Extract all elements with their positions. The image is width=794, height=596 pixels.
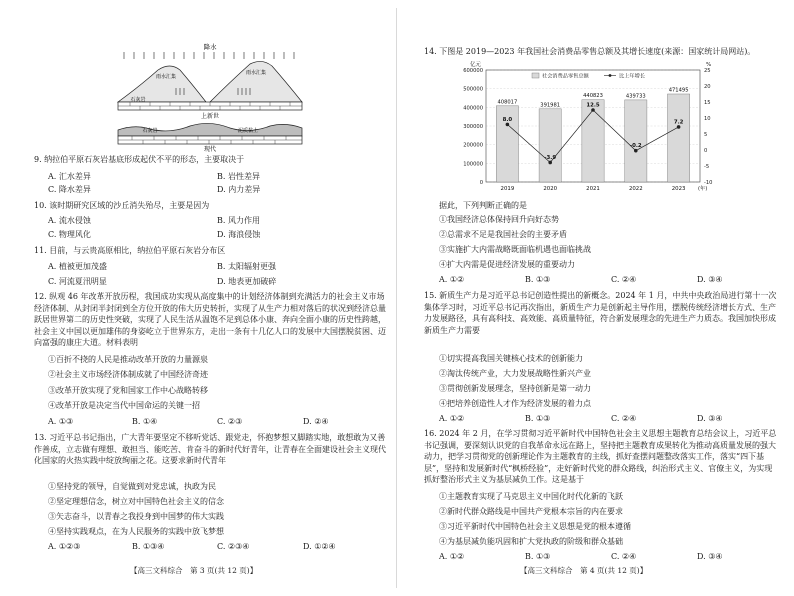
q12-option-a[interactable]: A. ①③ xyxy=(48,417,74,426)
x-tick-label: 2020 xyxy=(543,186,558,192)
q11-option-d[interactable]: D. 地表更加破碎 xyxy=(217,277,277,286)
q11-stem: 11. 目前，与云贵高原相比，纳拉伯平原石灰岩分布区 xyxy=(34,246,226,255)
q15-item-1: ①切实提高我国关键核心技术的创新能力 xyxy=(439,354,583,363)
q16-item-1: ①主题教育实现了马克思主义中国化时代化新的飞跃 xyxy=(439,492,623,501)
limestone-bottom-label: 石灰岩 xyxy=(142,128,158,134)
q14-option-b[interactable]: B. ①③ xyxy=(525,275,551,284)
q11-option-a[interactable]: A. 植被更加茂盛 xyxy=(48,262,107,271)
right-tick-label: 0 xyxy=(704,148,708,154)
q13-option-b[interactable]: B. ①③④ xyxy=(132,542,165,551)
bar-value-label: 408017 xyxy=(497,99,518,106)
q15-option-a[interactable]: A. ①② xyxy=(439,414,465,423)
q14-option-d[interactable]: D. ③④ xyxy=(697,275,723,284)
right-tick-label: 5 xyxy=(704,132,708,138)
q14-item-3: ③实施扩大内需战略既面临机遇也面临挑战 xyxy=(439,245,591,254)
bar-2022 xyxy=(625,100,647,182)
right-tick-label: -10 xyxy=(704,180,713,186)
q15-option-b[interactable]: B. ①③ xyxy=(525,414,551,423)
left-tick-label: 300000 xyxy=(463,124,483,130)
x-tick-label: 2021 xyxy=(586,186,600,192)
q12-option-d[interactable]: D. ②④ xyxy=(303,417,329,426)
left-tick-label: 400000 xyxy=(463,105,483,112)
q16-item-3: ③习近平新时代中国特色社会主义思想是党的根本遵循 xyxy=(439,522,631,531)
q15-option-c[interactable]: C. ②④ xyxy=(611,414,637,423)
bar-2021 xyxy=(582,100,604,182)
bar-2023 xyxy=(667,94,689,182)
diagram-flat-label: 上新世 xyxy=(200,113,220,120)
q9-option-a[interactable]: A. 汇水差异 xyxy=(48,172,91,181)
left-tick-label: 500000 xyxy=(463,86,483,93)
growth-point-2019 xyxy=(506,123,510,127)
q13-item-1: ①坚持党的领导，自觉做到对党忠诚，执政为民 xyxy=(48,482,216,491)
karst-diagram xyxy=(110,40,310,152)
bar-value-label: 440823 xyxy=(583,93,603,100)
q14-stem: 14. 下图是 2019—2023 年我国社会消费品零售总额及其增长速度(来源：国家统计局网站)。 xyxy=(424,47,756,56)
red-clay-label: 泥质黏土 xyxy=(237,128,259,134)
q12-item-2: ②社会主义市场经济体制成就了中国经济奇迹 xyxy=(48,370,208,379)
x-tick-label: 2022 xyxy=(628,186,643,192)
q13-item-3: ③矢志奋斗，以青春之我投身到中国梦的伟大实践 xyxy=(48,512,224,521)
q14-option-a[interactable]: A. ①② xyxy=(439,275,465,284)
left-tick-label: 200000 xyxy=(463,142,483,149)
q14-item-1: ①我国经济总体保持回升向好态势 xyxy=(439,215,559,224)
q12-item-1: ①百折不挠的人民是推动改革开放的力量源泉 xyxy=(48,355,208,364)
bar-value-label: 439733 xyxy=(625,93,646,100)
growth-value-label: -3.9 xyxy=(544,154,557,161)
q11-option-c[interactable]: C. 河流夏汛明显 xyxy=(48,277,107,286)
q15-item-3: ③贯彻创新发展理念，坚持创新是第一动力 xyxy=(439,384,591,393)
y-left-unit: 亿元 xyxy=(470,62,482,68)
right-page xyxy=(397,0,794,596)
q14-option-c[interactable]: C. ②④ xyxy=(611,275,637,284)
q10-option-d[interactable]: D. 海浪侵蚀 xyxy=(217,230,261,239)
y-right-unit: % xyxy=(706,62,712,68)
q15-item-4: ④把培养创造性人才作为经济发展的着力点 xyxy=(439,399,591,408)
right-tick-label: 15 xyxy=(704,100,711,106)
q13-option-a[interactable]: A. ①②③ xyxy=(48,542,81,551)
retail-sales-chart xyxy=(452,58,727,198)
right-tick-label: 20 xyxy=(704,84,711,90)
q16-option-b[interactable]: B. ①③ xyxy=(525,552,551,561)
legend-line-marker xyxy=(609,74,612,77)
q16-option-a[interactable]: A. ①② xyxy=(439,552,465,561)
q16-stem: 16. 2024 年 2 月，在学习贯彻习近平新时代中国特色社会主义思想主题教育总结会议上，习近平总书记强调，要深刻认识党的自我革命永远在路上，坚持把主题教育成果转化为推动高质量发展的强大动力，把学习贯彻党的创新理论作为主题教育的主线，抓好查摆问题整改落实工作，落实“四下基层”，坚持和发展新时代“枫桥经验”，走好新时代党的群众路线，纠治形式主义、官僚主义，为实现抓好整治形式主义为基层减负工作。这是基于 xyxy=(424,429,777,485)
q15-stem: 15. 新质生产力是习近平总书记创造性提出的新概念。2024 年 1 月，中共中央政治局进行第十一次集体学习时，习近平总书记再次指出，新质生产力是创新起主导作用，摆脱传统经济增长方式、生产力发展路径，具有高科技、高效能、高质量特征，符合新发展理念的先进生产力质态。我国加快形成新质生产力需要 xyxy=(424,291,777,335)
growth-point-2023 xyxy=(677,125,681,129)
q13-stem: 13. 习近平总书记指出，广大青年要坚定不移听党话、跟党走，怀抱梦想又脚踏实地，敢想敢为又善作善成，立志做有理想、敢担当、能吃苦、肯奋斗的新时代好青年，让青春在全面建设社会主义现代化国家的火热实践中绽放绚丽之花。这要求新时代青年 xyxy=(34,433,386,466)
q13-item-4: ④坚持实践观点，在为人民服务的实践中放飞梦想 xyxy=(48,527,224,536)
q16-option-d[interactable]: D. ③④ xyxy=(697,552,723,561)
growth-point-2021 xyxy=(591,108,595,112)
q9-option-c[interactable]: C. 降水差异 xyxy=(48,185,91,194)
q12-stem: 12. 纵观 46 年改革开放历程，我国成功实现从高度集中的计划经济体制到充满活力的社会主义市场经济体制、从封闭半封闭到全方位开放的伟大历史转折，实现了从生产力相对落后的状况到经济总量跃居世界第二的历史性突破，实现了人民生活从温饱不足到总体小康、奔向全面小康的历史性跨越，社会主义中国以更加雄伟的身姿屹立于世界东方，走出一条有十几亿人口的发展中大国摆脱贫困、迈向富强的康庄大道。材料表明 xyxy=(34,292,386,348)
x-tick-label: 2019 xyxy=(500,186,515,192)
q12-item-4: ④改革开放是决定当代中国命运的关键一招 xyxy=(48,401,200,410)
q13-option-c[interactable]: C. ②③④ xyxy=(217,542,250,551)
q12-item-3: ③改革开放实现了党和国家工作中心战略转移 xyxy=(48,386,208,395)
q13-option-d[interactable]: D. ①②④ xyxy=(303,542,336,551)
q9-option-b[interactable]: B. 岩性差异 xyxy=(217,172,260,181)
right-tick-label: 25 xyxy=(704,68,711,74)
growth-value-label: 8.0 xyxy=(502,116,513,123)
legend-bar-swatch xyxy=(532,73,539,78)
growth-point-2020 xyxy=(548,161,552,165)
bar-value-label: 471495 xyxy=(668,87,689,94)
q9-stem: 9. 纳拉伯平原石灰岩基底形成起伏不平的形态，主要取决于 xyxy=(34,155,245,164)
growth-value-label: 7.2 xyxy=(673,119,684,126)
q16-option-c[interactable]: C. ②④ xyxy=(611,552,637,561)
dune-right xyxy=(210,61,302,102)
growth-value-label: 12.5 xyxy=(586,102,600,109)
growth-value-label: -0.2 xyxy=(629,143,642,150)
right-tick-label: 10 xyxy=(704,116,711,122)
q10-stem: 10. 该时期研究区域的沙丘消失殆尽，主要是因为 xyxy=(34,201,210,210)
left-tick-label: 600000 xyxy=(463,68,483,74)
diagram-bottom-label: 现代 xyxy=(203,146,217,152)
left-tick-label: 100000 xyxy=(463,161,483,168)
left-tick-label: 0 xyxy=(479,180,483,186)
right-tick-label: -5 xyxy=(704,164,710,170)
q15-option-d[interactable]: D. ③④ xyxy=(697,414,723,423)
q14-item-4: ④扩大内需是促进经济发展的重要动力 xyxy=(439,260,575,269)
left-page-footer: 【高三文科综合 第 3 页(共 12 页)】 xyxy=(130,566,258,575)
q14-lead: 据此，下列判断正确的是 xyxy=(439,201,527,210)
q14-item-2: ②总需求不足是我国社会的主要矛盾 xyxy=(439,230,567,239)
q16-item-4: ④为基层减负能巩固和扩大党执政的阶级和群众基础 xyxy=(439,537,623,546)
rain-arrows xyxy=(124,52,294,59)
rain-collect-left-label: 雨水汇集 xyxy=(155,74,177,80)
q10-option-a[interactable]: A. 流水侵蚀 xyxy=(48,216,91,225)
rain-collect-right-label: 雨水汇集 xyxy=(245,70,267,76)
x-tick-label: 2023 xyxy=(671,186,686,192)
q15-item-2: ②淘汰传统产业，大力发展战略性新兴产业 xyxy=(439,369,591,378)
q12-option-c[interactable]: C. ②③ xyxy=(217,417,243,426)
right-page-footer: 【高三文科综合 第 4 页(共 12 页)】 xyxy=(520,566,648,575)
q10-option-c[interactable]: C. 物理风化 xyxy=(48,230,91,239)
bar-2020 xyxy=(539,109,561,182)
limestone-top-label: 石灰岩 xyxy=(130,97,146,103)
q12-option-b[interactable]: B. ①④ xyxy=(132,417,158,426)
q9-option-d[interactable]: D. 内力差异 xyxy=(217,185,261,194)
growth-point-2022 xyxy=(634,149,638,153)
diagram-top-label: 降水 xyxy=(203,43,217,51)
legend-line-label: 比上年增长 xyxy=(619,73,645,80)
q10-option-b[interactable]: B. 风力作用 xyxy=(217,216,260,225)
bar-value-label: 391981 xyxy=(540,102,561,109)
x-axis-unit: (年) xyxy=(698,186,708,192)
q11-option-b[interactable]: B. 太阳辐射更强 xyxy=(217,262,276,271)
q13-item-2: ②坚定理想信念，树立对中国特色社会主义的信念 xyxy=(48,497,224,506)
legend-bar-label: 社会消费品零售总额 xyxy=(542,73,589,80)
q16-item-2: ②新时代群众路线是中国共产党根本宗旨的内在要求 xyxy=(439,507,623,516)
